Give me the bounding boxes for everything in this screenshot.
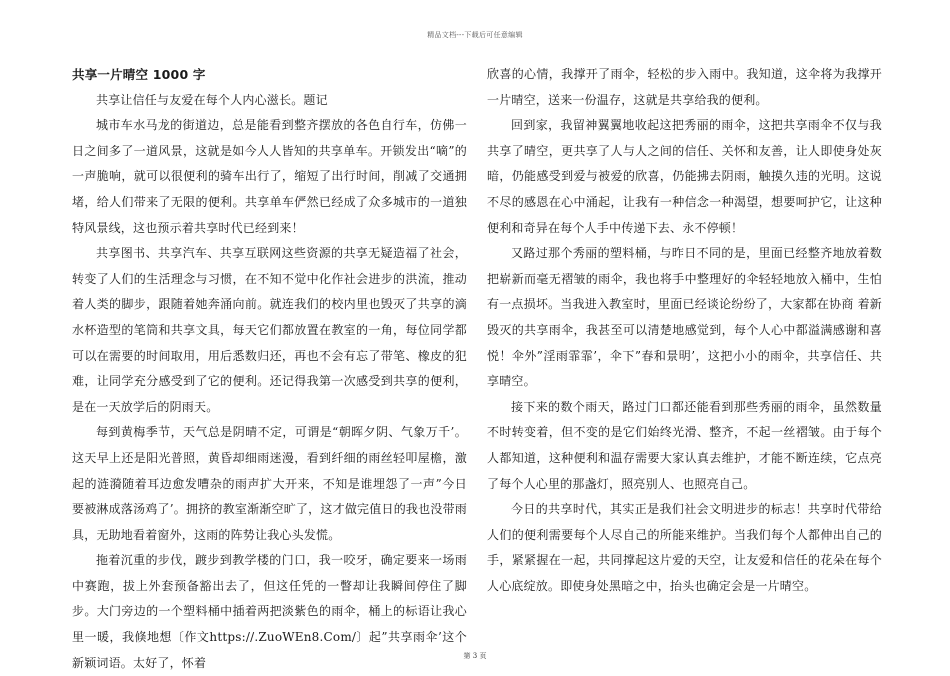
paragraph-continued: 欣喜的心情，我撑开了雨伞，轻松的步入雨中。我知道，这伞将为我撑开一片晴空，送来一份温存，这就是共享给我的便利。 [487,67,882,107]
document-title: 共享一片晴空 1000 字 [72,67,206,82]
right-column [487,62,882,599]
paragraph: 城市车水马龙的街道边，总是能看到整齐摆放的各色自行车，仿佛一日之间多了一道风景，这就是如今人人皆知的共享单车。开锁发出“嘀”的一声脆响，就可以很便利的骑车出行了，缩短了出行时间，削减了交通拥堵，给人们带来了无限的便利。共享单车俨然已经成了众多城市的一道独特风景线，这也预示着共享时代已经到来！ [72,118,467,235]
paragraph: 今日的共享时代，其实正是我们社会文明进步的标志！共享时代带给人们的便利需要每个人尽自己的所能来维护。当我们每个人都伸出自己的手，紧紧握在一起，共同撑起这片爱的天空，让友爱和信任的花朵在每个人心底绽放。即使身处黑暗之中，抬头也确定会是一片晴空。 [487,502,882,593]
paragraph: 共享图书、共享汽车、共享互联网这些资源的共享无疑造福了社会，转变了人们的生活理念与习惯，在不知不觉中化作社会进步的洪流，推动着人类的脚步，跟随着她奔涌向前。就连我们的校内里也毁灭了共享的滴水杯造型的笔筒和共享文具，每天它们都放置在教室的一角，每位同学都可以在需要的时间取用，用后悉数归还，再也不会有忘了带笔、橡皮的犯难，让同学充分感受到了它的便利。还记得我第一次感受到共享的便利，是在一天放学后的阴雨天。 [72,246,467,414]
paragraph: 每到黄梅季节，天气总是阴晴不定，可谓是“朝晖夕阴、气象万千’。这天早上还是阳光普照，黄昏却细雨迷漫，看到纤细的雨丝轻叩屋檐，激起的涟漪随着耳边愈发嘈杂的雨声扩大开来，不知是谁埋怨了一声”今日要被淋成落汤鸡了’。拥挤的教室渐渐空旷了，这才做完值日的我也没带雨具，无助地看着窗外，这雨的阵势让我心头发慌。 [72,425,467,542]
page-number: 第 3 页 [463,652,487,660]
left-column [72,62,467,676]
epigraph: 共享让信任与友爱在每个人内心滋长。题记 [96,92,328,107]
paragraph: 又路过那个秀丽的塑料桶，与昨日不同的是，里面已经整齐地放着数把崭新而毫无褶皱的雨伞，我也将手中整理好的伞轻轻地放入桶中，生怕有一点损坏。当我进入教室时，里面已经谈论纷纷了，大家都在协商 着新毁灭的共享雨伞，我甚至可以清楚地感觉到，每个人心中都溢满感谢和喜悦！伞外”淫雨霏霏’，伞下”春和景明’，这把小小的雨伞，共享信任、共享晴空。 [487,246,882,389]
page-header: 精品文档---下载后可任意编辑 [427,31,523,39]
paragraph: 接下来的数个雨天，路过门口都还能看到那些秀丽的雨伞，虽然数量不时转变着，但不变的是它们始终光滑、整齐，不起一丝褶皱。由于每个人都知道，这种便利和温存需要大家认真去维护，才能不断连续，它点亮了每个人心里的那盏灯，照亮别人、也照亮自己。 [487,399,882,491]
paragraph: 拖着沉重的步伐，踱步到教学楼的门口，我一咬牙，确定要来一场雨中赛跑，拔上外套预备豁出去了，但这任凭的一瞥却让我瞬间停住了脚步。大门旁边的一个塑料桶中插着两把淡紫色的雨伞，桶上的标语让我心里一暖，我倏地想〔作文https://.ZuoWEn8.Com/〕起”共享雨伞’这个新颖词语。太好了，怀着 [72,553,467,670]
paragraph: 回到家，我留神翼翼地收起这把秀丽的雨伞，这把共享雨伞不仅与我共享了晴空，更共享了人与人之间的信任、关怀和友善，让人即使身处灰暗，仍能感受到爱与被爱的欣喜，仍能拂去阴雨，触摸久违的光明。这说不尽的感恩在心中涌起，让我有一种信念一种渴望，想要呵护它，让这种便利和奇异在每个人手中传递下去、永不停顿！ [487,118,882,235]
